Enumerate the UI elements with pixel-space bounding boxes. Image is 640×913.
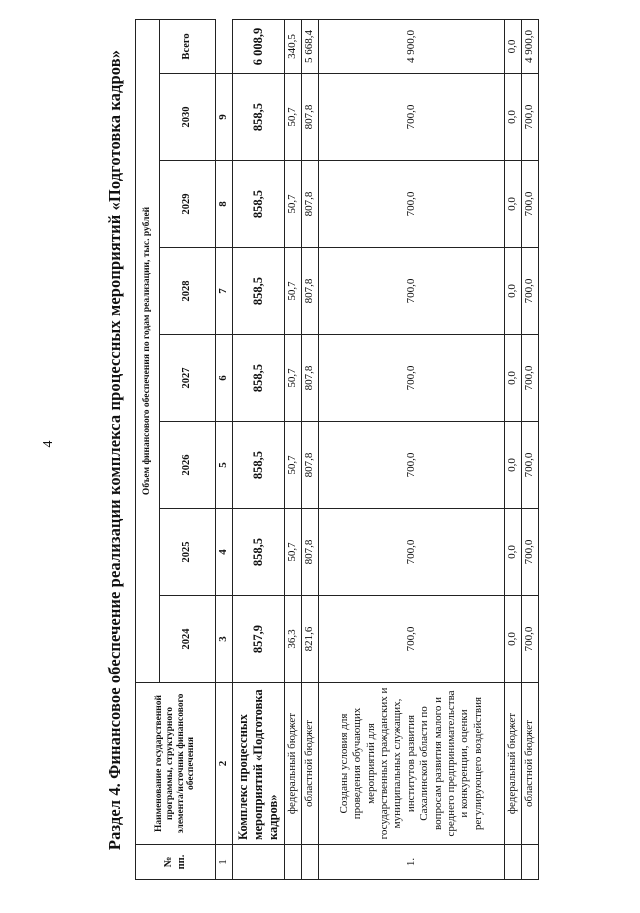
header-year: 2029: [160, 161, 216, 248]
row-total: 5 668,4: [302, 19, 319, 73]
row-value: 700,0: [522, 248, 539, 335]
header-year: 2028: [160, 248, 216, 335]
table-row: [302, 19, 319, 879]
row-num: [522, 845, 539, 880]
header-total: Всего: [160, 19, 216, 73]
table-row: [522, 19, 539, 879]
row-name: Комплекс процессных мероприятий «Подготовка кадров»: [233, 683, 285, 845]
row-value: 700,0: [319, 596, 505, 683]
header-year: 2030: [160, 74, 216, 161]
row-total: 340,5: [285, 19, 302, 73]
header-year: 2025: [160, 509, 216, 596]
row-value: 0,0: [505, 509, 522, 596]
row-value: 0,0: [505, 596, 522, 683]
row-value: 807,8: [302, 74, 319, 161]
header-year: 2027: [160, 335, 216, 422]
index-cell: 6: [216, 335, 233, 422]
row-value: 0,0: [505, 422, 522, 509]
row-value: 807,8: [302, 161, 319, 248]
row-value: 0,0: [505, 161, 522, 248]
row-value: 700,0: [319, 74, 505, 161]
row-total: 6 008,9: [233, 19, 285, 73]
row-value: 36,3: [285, 596, 302, 683]
row-value: 700,0: [319, 335, 505, 422]
row-value: 857,9: [233, 596, 285, 683]
row-value: 0,0: [505, 335, 522, 422]
row-value: 50,7: [285, 422, 302, 509]
index-row: [216, 19, 233, 879]
index-cell: 3: [216, 596, 233, 683]
row-value: 807,8: [302, 248, 319, 335]
row-value: 807,8: [302, 335, 319, 422]
header-num: № пп.: [136, 845, 216, 880]
rotated-page-content: [95, 20, 536, 880]
row-total: 4 900,0: [522, 19, 539, 73]
index-cell: 9: [216, 74, 233, 161]
row-value: 50,7: [285, 161, 302, 248]
row-value: 50,7: [285, 335, 302, 422]
index-cell: 1: [216, 845, 233, 880]
row-value: 700,0: [319, 248, 505, 335]
row-num: 1.: [319, 845, 505, 880]
row-value: 50,7: [285, 248, 302, 335]
header-name: Наименование государственной программы, структурного элемента/источник финансового обеспечения: [136, 683, 216, 845]
row-value: 821,6: [302, 596, 319, 683]
row-total: 0,0: [505, 19, 522, 73]
row-value: 858,5: [233, 74, 285, 161]
section-title: Раздел 4. Финансовое обеспечение реализации комплекса процессных мероприятий «Подготовка кадров»: [105, 49, 124, 851]
row-value: 858,5: [233, 248, 285, 335]
row-name: областной бюджет: [522, 683, 539, 845]
row-value: 858,5: [233, 422, 285, 509]
row-value: 858,5: [233, 161, 285, 248]
row-value: 700,0: [522, 509, 539, 596]
table-row: [233, 19, 285, 879]
row-value: 700,0: [522, 422, 539, 509]
index-cell: 4: [216, 509, 233, 596]
row-value: 700,0: [522, 161, 539, 248]
table-row: [285, 19, 302, 879]
row-value: 700,0: [319, 161, 505, 248]
row-value: 50,7: [285, 509, 302, 596]
row-num: [302, 845, 319, 880]
financing-table: [135, 19, 539, 880]
row-value: 700,0: [522, 596, 539, 683]
row-value: 700,0: [522, 74, 539, 161]
row-value: 700,0: [319, 509, 505, 596]
table-row: [319, 19, 505, 879]
row-num: [233, 845, 285, 880]
row-value: 858,5: [233, 509, 285, 596]
row-num: [505, 845, 522, 880]
row-name: Созданы условия для проведения обучающих мероприятий для государственных гражданских и муниципальных служащих, институтов развития Сахалинской области по вопросам развития малого и среднего предпринимательства и конкуренции, оценки регулирующего воздействия: [319, 683, 505, 845]
page-number: 4: [41, 440, 56, 448]
row-num: [285, 845, 302, 880]
header-group: Объем финансового обеспечения по годам реализации, тыс. рублей: [136, 19, 160, 682]
row-name: федеральный бюджет: [285, 683, 302, 845]
header-year: 2024: [160, 596, 216, 683]
row-value: 0,0: [505, 248, 522, 335]
table-row: [505, 19, 522, 879]
row-value: 0,0: [505, 74, 522, 161]
row-value: 858,5: [233, 335, 285, 422]
index-cell: 2: [216, 683, 233, 845]
row-name: федеральный бюджет: [505, 683, 522, 845]
index-cell: 8: [216, 161, 233, 248]
row-value: 807,8: [302, 422, 319, 509]
index-cell: 5: [216, 422, 233, 509]
row-value: 50,7: [285, 74, 302, 161]
header-row-group: [136, 19, 160, 879]
row-value: 700,0: [522, 335, 539, 422]
row-value: 700,0: [319, 422, 505, 509]
header-year: 2026: [160, 422, 216, 509]
row-total: 4 900,0: [319, 19, 505, 73]
index-cell: 7: [216, 248, 233, 335]
row-value: 807,8: [302, 509, 319, 596]
row-name: областной бюджет: [302, 683, 319, 845]
